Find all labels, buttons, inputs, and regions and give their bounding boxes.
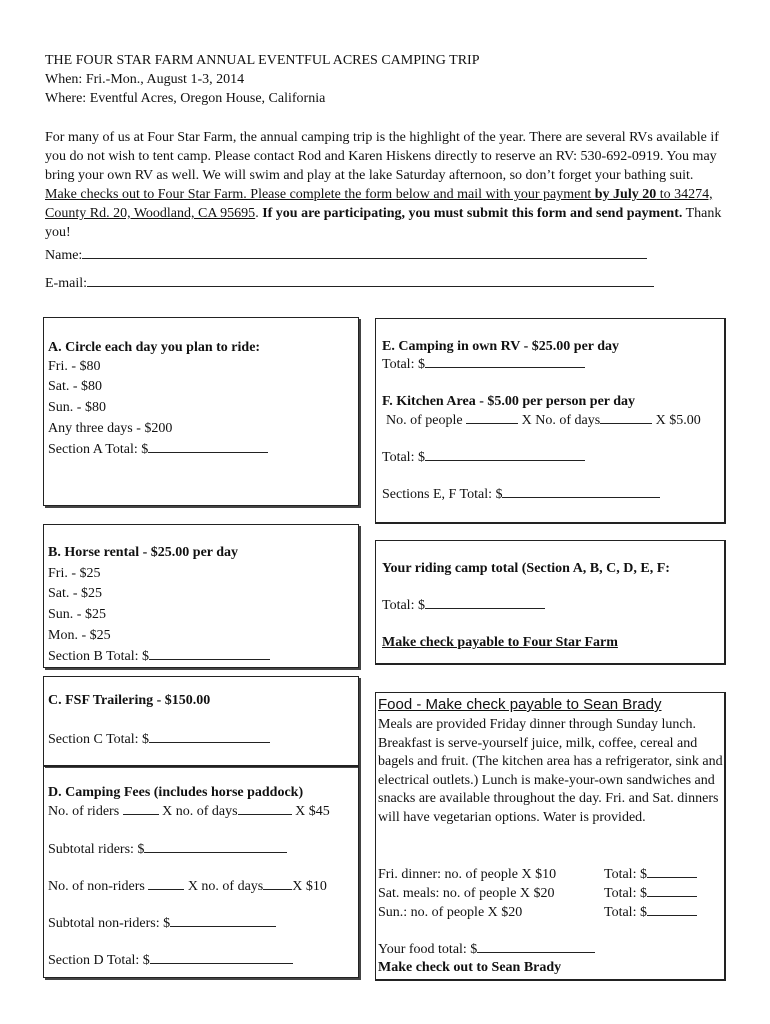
intro-paragraph	[45, 128, 725, 242]
kitchen-days-field[interactable]	[600, 411, 652, 424]
section-d-total-label: Section D Total: $	[48, 953, 150, 968]
section-a-option-sat[interactable]: Sat. - $80	[48, 379, 103, 394]
food-description: Meals are provided Friday dinner through Sunday lunch. Breakfast is serve-yourself juice, milk, coffee, cereal and bagels and fruit. (The kitchen area has a refrigerator, sink and electrical outlets.) Lunch is make-your-own sandwiches and snacks are available throughout the day. Fri. and Sat. dinners will have vegetarian options. Water is provided.	[378, 717, 723, 825]
riding-total-field[interactable]	[425, 596, 545, 609]
nonriders-rate: X $10	[292, 879, 327, 894]
section-b-option-mon[interactable]: Mon. - $25	[48, 628, 111, 643]
section-d-total-field[interactable]	[150, 951, 293, 964]
kitchen-days-label: X No. of days	[518, 413, 601, 428]
food-sat-label: Sat. meals: no. of people X $20	[378, 886, 555, 901]
food-total-label: Your food total: $	[378, 942, 478, 957]
section-f-total-label: Total: $	[382, 450, 425, 465]
kitchen-people-field[interactable]	[466, 411, 518, 424]
food-payable: Make check out to Sean Brady	[378, 960, 562, 975]
food-sun-label: Sun.: no. of people X $20	[378, 905, 523, 920]
subtotal-nonriders-field[interactable]	[170, 914, 276, 927]
mail-address: to 34274, County Rd. 20, Woodland, CA 95695	[45, 187, 713, 221]
subtotal-nonriders-label: Subtotal non-riders: $	[48, 916, 171, 931]
section-d-nonriders-row	[48, 877, 327, 896]
section-c-total-row	[48, 730, 270, 749]
riding-total-row	[382, 596, 545, 615]
section-e-total-row	[382, 355, 585, 374]
email-row	[45, 274, 654, 293]
riding-total-label: Total: $	[382, 598, 425, 613]
section-b-heading: B. Horse rental - $25.00 per day	[48, 545, 239, 560]
riders-days-field[interactable]	[238, 802, 292, 815]
form-title: THE FOUR STAR FARM ANNUAL EVENTFUL ACRES CAMPING TRIP	[45, 53, 480, 68]
subtotal-riders-row	[48, 840, 287, 859]
section-e-total-label: Total: $	[382, 357, 425, 372]
section-d-heading: D. Camping Fees (includes horse paddock)	[48, 785, 304, 800]
name-label: Name:	[45, 248, 83, 263]
section-b-option-sun[interactable]: Sun. - $25	[48, 607, 106, 622]
period: .	[255, 206, 263, 221]
section-b-option-sat[interactable]: Sat. - $25	[48, 586, 103, 601]
section-c-total-label: Section C Total: $	[48, 732, 150, 747]
food-sat-total-label: Total: $	[604, 886, 647, 901]
mail-instructions-text: Make checks out to Four Star Farm. Please complete the form below and mail with your payment	[45, 187, 595, 202]
riders-rate: X $45	[291, 804, 330, 819]
kitchen-rate: X $5.00	[652, 413, 701, 428]
food-sat-total-row	[604, 884, 697, 903]
section-c-heading: C. FSF Trailering - $150.00	[48, 693, 211, 708]
food-fri-total-field[interactable]	[647, 865, 697, 878]
food-sun-total-row	[604, 903, 697, 922]
thanks: Thank you!	[45, 206, 722, 240]
section-b-total-row	[48, 647, 270, 666]
section-f-total-field[interactable]	[425, 448, 585, 461]
food-fri-total-row	[604, 865, 697, 884]
food-sat-total-field[interactable]	[647, 884, 697, 897]
nonriders-days-field[interactable]	[263, 877, 292, 890]
section-a-option-fri[interactable]: Fri. - $80	[48, 359, 101, 374]
food-fri-label: Fri. dinner: no. of people X $10	[378, 867, 557, 882]
section-f-heading: F. Kitchen Area - $5.00 per person per day	[382, 394, 636, 409]
nonriders-days-label: X no. of days	[184, 879, 264, 894]
section-a-option-three-days[interactable]: Any three days - $200	[48, 421, 173, 436]
section-a-heading: A. Circle each day you plan to ride:	[48, 340, 261, 355]
riders-count-field[interactable]	[123, 802, 159, 815]
riding-total-heading: Your riding camp total (Section A, B, C, D, E, F:	[382, 561, 670, 576]
section-b-option-fri[interactable]: Fri. - $25	[48, 566, 101, 581]
section-c-box	[43, 676, 359, 766]
section-ef-total-row	[382, 485, 660, 504]
participation-instruction: If you are participating, you must submit this form and send payment.	[262, 206, 683, 221]
section-d-total-row	[48, 951, 293, 970]
email-label: E-mail:	[45, 276, 87, 291]
event-location: Where: Eventful Acres, Oregon House, California	[45, 91, 326, 106]
section-ef-total-field[interactable]	[502, 485, 660, 498]
food-title: Food - Make check payable to Sean Brady	[378, 696, 662, 713]
section-e-total-field[interactable]	[425, 355, 585, 368]
event-dates: When: Fri.-Mon., August 1-3, 2014	[45, 72, 245, 87]
intro-text: For many of us at Four Star Farm, the annual camping trip is the highlight of the year. There are several RVs available if you do not wish to tent camp. Please contact Rod and Karen Hiskens directly to reserve an RV: 530-692-0919. You may bring your own RV as well. We will swim and play at the lake Saturday afternoon, so don’t forget your bathing suit.	[45, 130, 719, 183]
section-ef-total-label: Sections E, F Total: $	[382, 487, 503, 502]
section-a-option-sun[interactable]: Sun. - $80	[48, 400, 106, 415]
section-d-riders-row	[48, 802, 330, 821]
subtotal-riders-field[interactable]	[144, 840, 287, 853]
riders-days-label: X no. of days	[158, 804, 238, 819]
nonriders-label: No. of non-riders	[48, 879, 149, 894]
section-f-people-row	[386, 411, 701, 430]
section-b-total-label: Section B Total: $	[48, 649, 150, 664]
section-a-total-label: Section A Total: $	[48, 442, 149, 457]
food-total-row	[378, 940, 595, 959]
section-a-total-row	[48, 440, 268, 459]
subtotal-nonriders-row	[48, 914, 276, 933]
deadline: by July 20	[594, 187, 657, 202]
riding-payable: Make check payable to Four Star Farm	[382, 635, 618, 650]
section-b-total-field[interactable]	[149, 647, 270, 660]
food-fri-total-label: Total: $	[604, 867, 647, 882]
email-field[interactable]	[87, 274, 654, 287]
subtotal-riders-label: Subtotal riders: $	[48, 842, 145, 857]
section-e-heading: E. Camping in own RV - $25.00 per day	[382, 339, 620, 354]
food-sun-total-field[interactable]	[647, 903, 697, 916]
riders-label: No. of riders	[48, 804, 123, 819]
kitchen-people-label: No. of people	[386, 413, 467, 428]
name-row	[45, 246, 647, 265]
name-field[interactable]	[82, 246, 647, 259]
food-total-field[interactable]	[477, 940, 595, 953]
food-sun-total-label: Total: $	[604, 905, 647, 920]
section-f-total-row	[382, 448, 585, 467]
section-c-total-field[interactable]	[149, 730, 270, 743]
section-a-total-field[interactable]	[148, 440, 268, 453]
nonriders-count-field[interactable]	[148, 877, 184, 890]
